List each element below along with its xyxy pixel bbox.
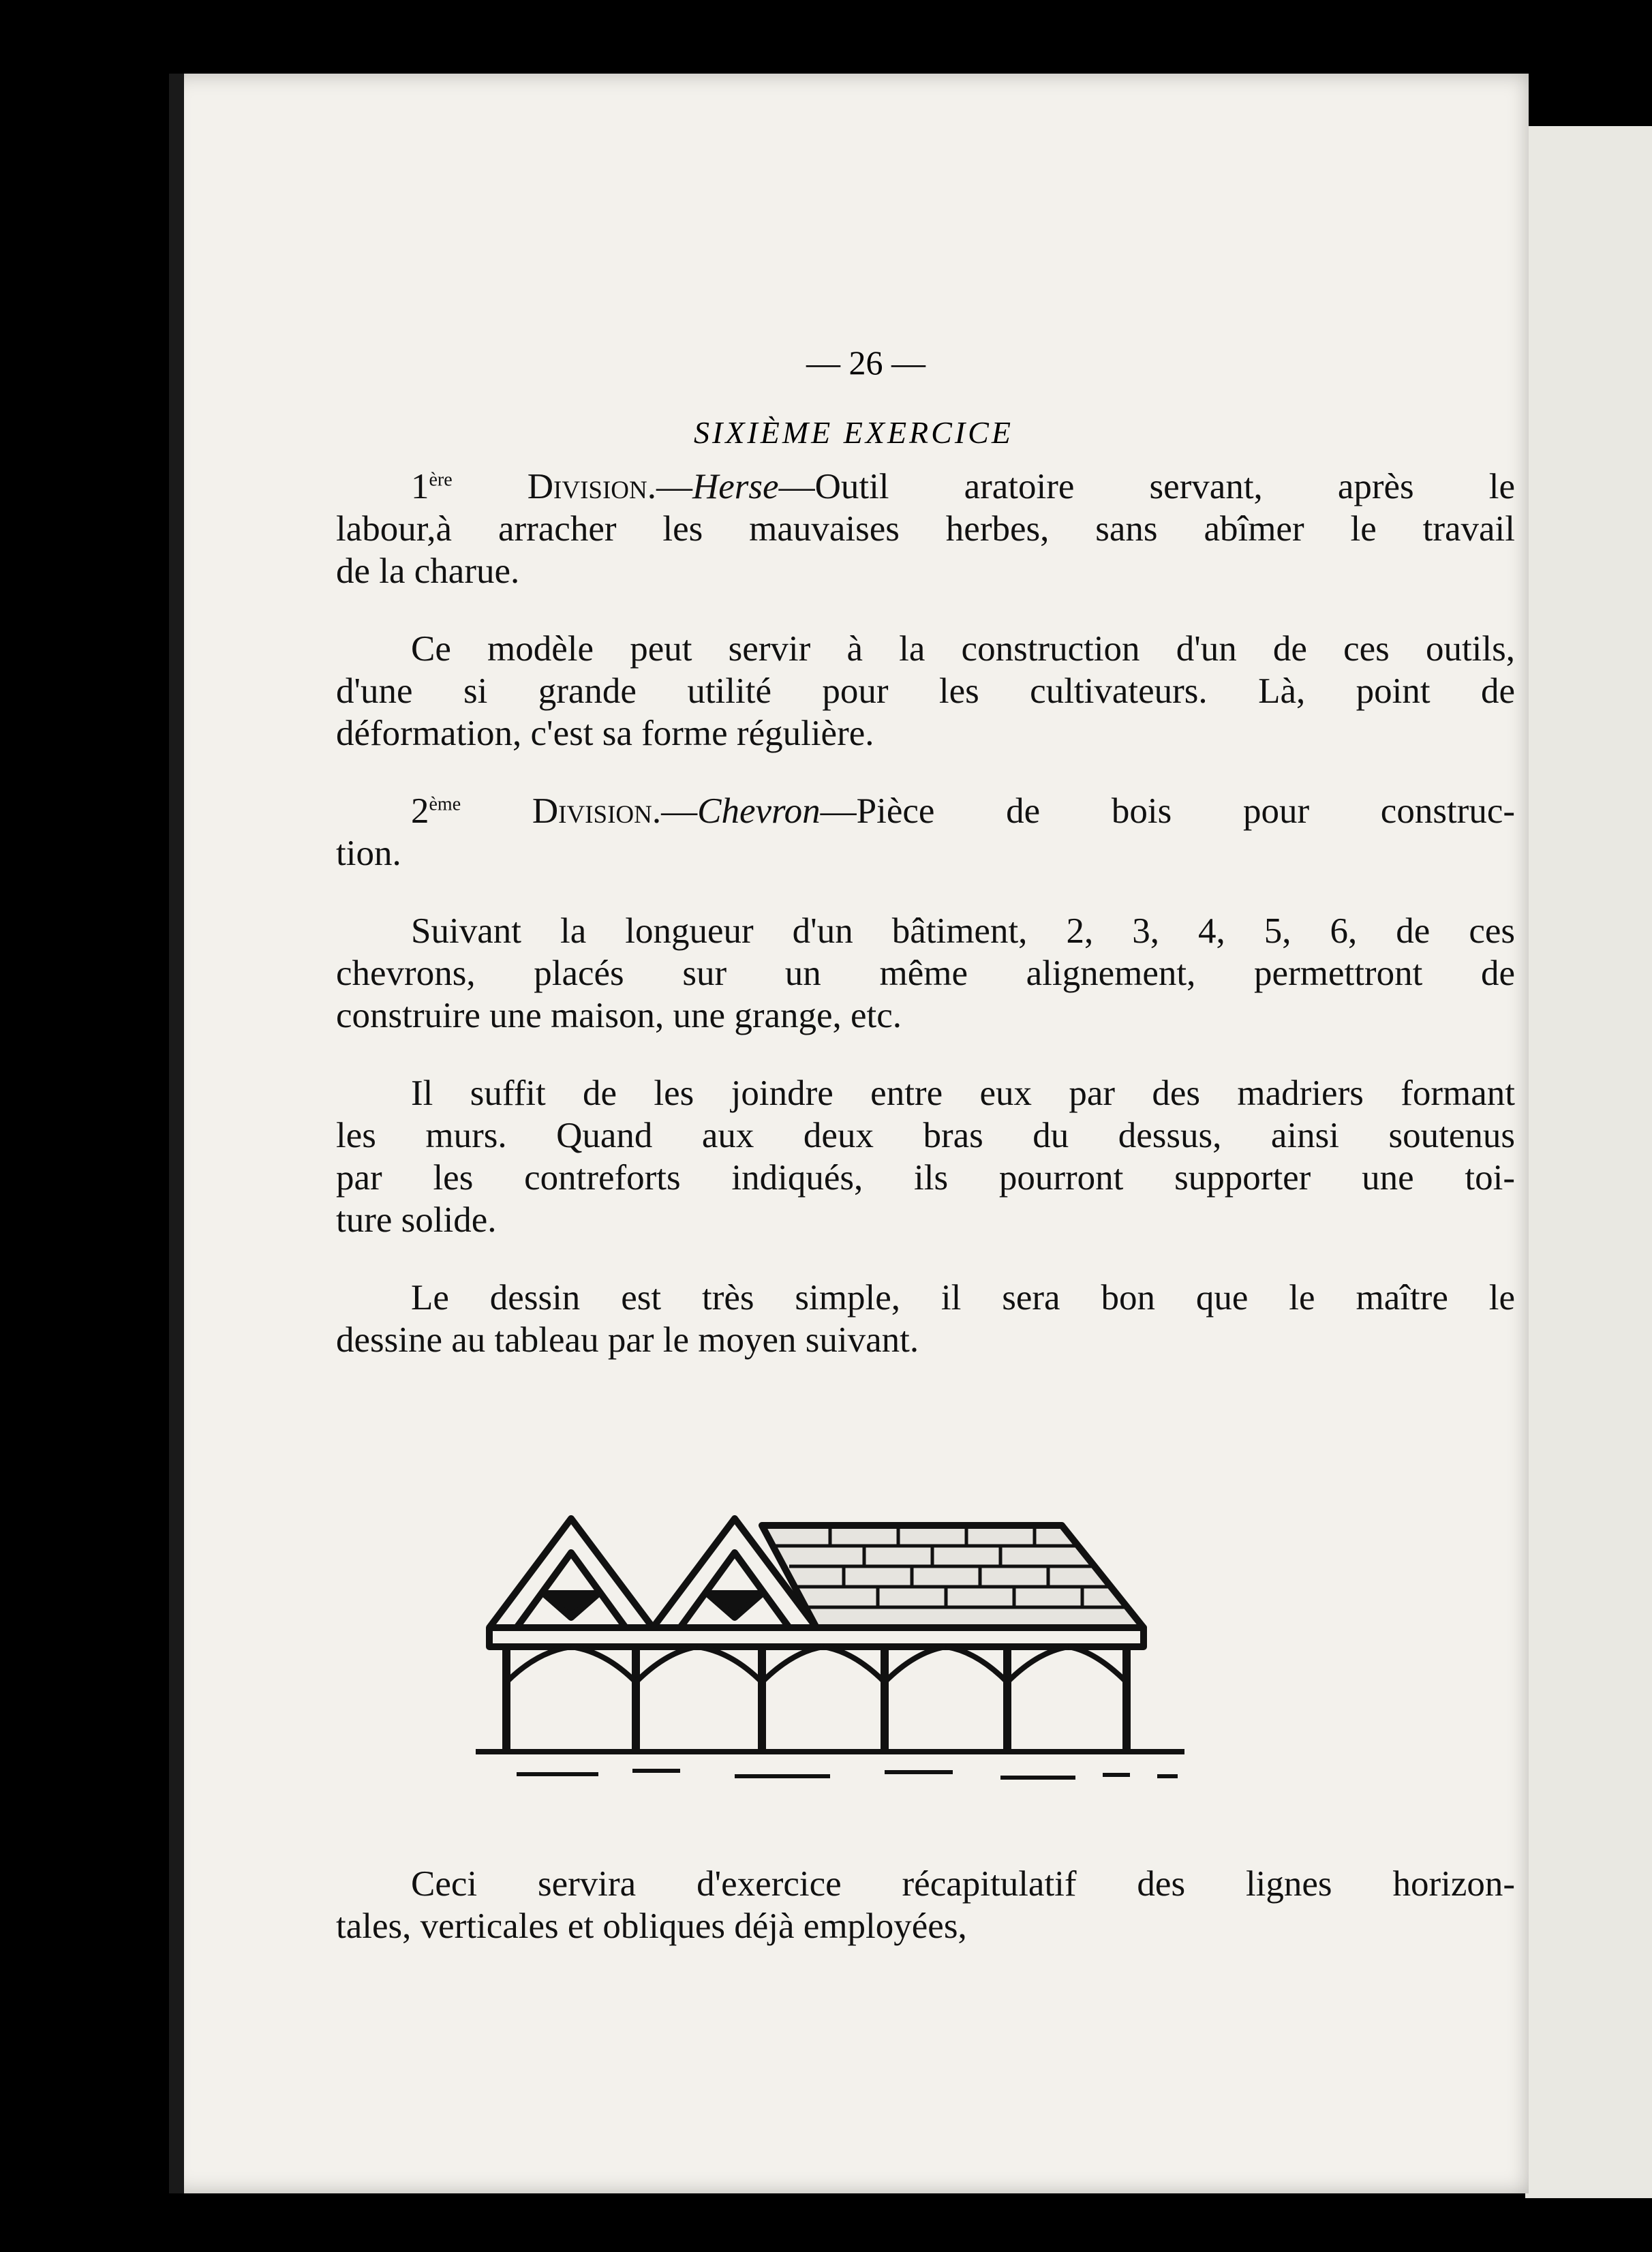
paragraph4-line1: Suivant la longueur d'un bâtiment, 2, 3, 4, 5, 6, de ces bbox=[411, 911, 1515, 951]
exercise-title: SIXIÈME EXERCICE bbox=[694, 415, 1013, 450]
division1-line1: 1ère Division.—Herse—Outil aratoire servant, après le bbox=[411, 467, 1516, 506]
scanned-page bbox=[169, 74, 1529, 2193]
division1-line3: de la charue. bbox=[336, 551, 520, 591]
paragraph6-line1: Le dessin est très simple, il sera bon que le maître le bbox=[411, 1278, 1515, 1318]
division2-line1: 2ème Division.—Chevron—Pièce de bois pour construc- bbox=[411, 791, 1516, 831]
paragraph5-line3: par les contreforts indiqués, ils pourront supporter une toi- bbox=[336, 1158, 1515, 1198]
paragraph5-line4: ture solide. bbox=[336, 1200, 497, 1240]
page-gutter bbox=[169, 74, 184, 2193]
paragraph2-line2: d'une si grande utilité pour les cultivateurs. Là, point de bbox=[336, 671, 1515, 711]
paragraph7-line1: Ceci servira d'exercice récapitulatif des lignes horizon- bbox=[411, 1864, 1515, 1904]
paragraph7-line2: tales, verticales et obliques déjà employées, bbox=[336, 1906, 967, 1946]
adjacent-page bbox=[1525, 126, 1652, 2198]
barn-frame-illustration bbox=[476, 1478, 1375, 1791]
division1-line2: labour,à arracher les mauvaises herbes, sans abîmer le travail bbox=[336, 509, 1515, 549]
paragraph6-line2: dessine au tableau par le moyen suivant. bbox=[336, 1320, 919, 1360]
page-number: — 26 — bbox=[806, 344, 926, 382]
division2-line2: tion. bbox=[336, 834, 401, 873]
paragraph2-line1: Ce modèle peut servir à la construction d'un de ces outils, bbox=[411, 629, 1515, 669]
paragraph4-line3: construire une maison, une grange, etc. bbox=[336, 996, 902, 1035]
paragraph5-line1: Il suffit de les joindre entre eux par des madriers formant bbox=[411, 1074, 1515, 1113]
paragraph5-line2: les murs. Quand aux deux bras du dessus, ainsi soutenus bbox=[336, 1116, 1515, 1155]
paragraph4-line2: chevrons, placés sur un même alignement, permettront de bbox=[336, 954, 1515, 993]
paragraph2-line3: déformation, c'est sa forme régulière. bbox=[336, 714, 874, 753]
